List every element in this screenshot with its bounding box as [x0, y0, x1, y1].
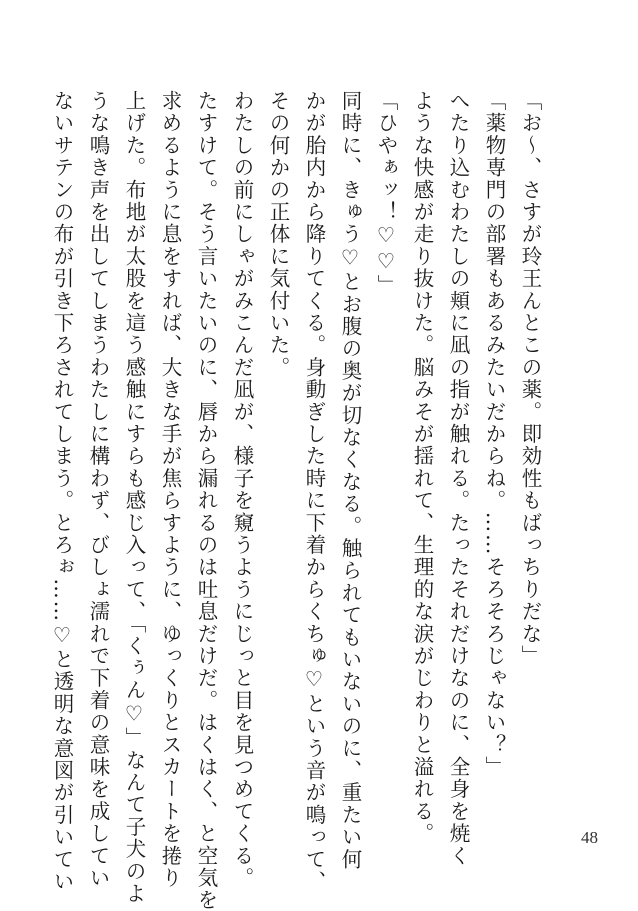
- text-line: かが胎内から降りてくる。身動ぎした時に下着からくちゅ♡という音が鳴って、: [302, 90, 326, 893]
- text-line: ような快感が走り抜けた。脳みそが揺れて、生理的な涙がじわりと溢れる。: [410, 90, 434, 845]
- page-number: 48: [581, 828, 598, 847]
- text-line: その何かの正体に気付いた。: [266, 90, 290, 379]
- text-line: たすけて。そう言いたいのに、唇から漏れるのは吐息だけだ。はくはく、と空気を: [194, 90, 218, 911]
- text-line: 上げた。布地が太股を這う感触にすらも感じ入って、「くぅん♡」なんて子犬のよ: [122, 90, 146, 905]
- body-text: [44, 90, 548, 911]
- text-line: わたしの前にしゃがみこんだ凪が、様子を窺うようにじっと目を見つめてくる。: [230, 90, 254, 890]
- text-line: 「ひやぁッ！♡♡」: [374, 90, 398, 297]
- text-line: 「薬物専門の部署もあるみたいだからね。……そろそろじゃない？」: [482, 90, 506, 779]
- text-line: うな鳴き声を出してしまうわたしに構わず、びしょ濡れで下着の意味を成してい: [86, 90, 110, 890]
- text-line: へたり込むわたしの頬に凪の指が触れる。たったそれだけなのに、全身を焼く: [446, 90, 470, 868]
- text-line: ないサテンの布が引き下ろされてしまう。とろぉ……♡と透明な意図が引いてい: [50, 90, 74, 893]
- text-line: 「お〜、さすが玲王んとこの薬。即効性もばっちりだな」: [518, 90, 542, 668]
- text-line: 同時に、きゅう♡とお腹の奥が切なくなる。触られてもいないのに、重たい何: [338, 90, 362, 871]
- text-line: 求めるように息をすれば、大きな手が焦らすように、ゆっくりとスカートを捲り: [158, 90, 182, 890]
